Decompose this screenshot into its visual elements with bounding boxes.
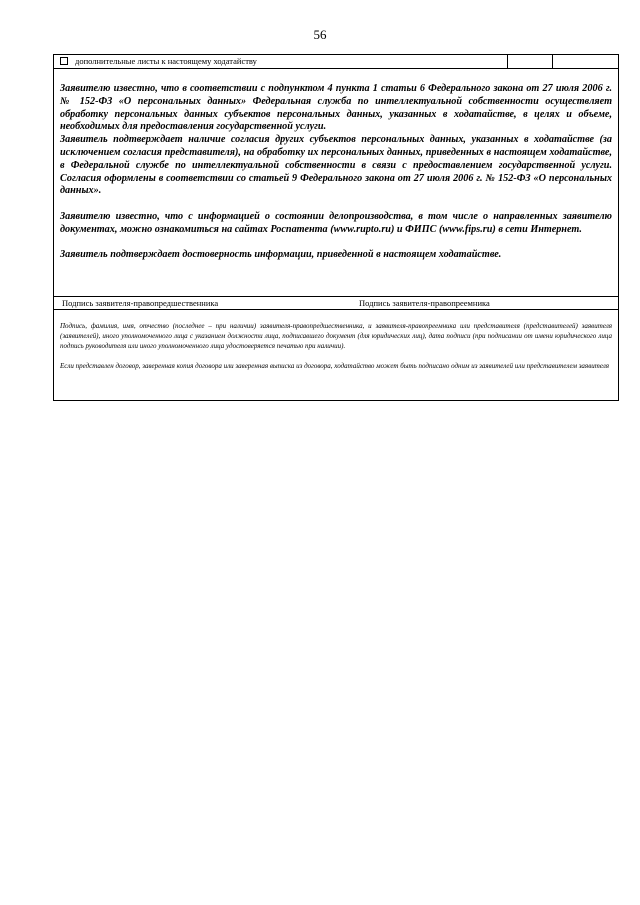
page-number: 56 <box>313 27 327 42</box>
signature-notes <box>60 321 612 371</box>
declaration-form <box>53 54 619 401</box>
extra-sheets-label: дополнительные листы к настоящему ходатайству <box>75 56 257 66</box>
extra-sheets-cell <box>54 55 508 68</box>
accuracy-confirmation-paragraph: Заявитель подтверждает достоверность информации, приведенной в настоящем ходатайстве. <box>60 249 502 261</box>
predecessor-signature-label: Подпись заявителя-правопредшественника <box>62 298 219 308</box>
contract-signing-note: Если представлен договор, заверенная копия договора или заверенная выписка из договора, ходатайство может быть подписано одним из заявителей или представителем заявителя <box>60 362 610 370</box>
extra-sheets-checkbox[interactable] <box>60 57 68 65</box>
successor-signature-label: Подпись заявителя-правопреемника <box>359 298 490 308</box>
case-status-info-paragraph: Заявителю известно, что с информацией о состоянии делопроизводства, в том числе о направленных заявителю документах, можно ознакомиться на сайтах Роспатента (www.rupto.ru) и ФИПС (www.fips.ru) в сети Интернет. <box>60 210 612 235</box>
signature-row <box>54 296 618 310</box>
declaration-text <box>60 83 612 262</box>
personal-data-processing-paragraph: Заявителю известно, что в соответствии с подпунктом 4 пункта 1 статьи 6 Федерального закона от 27 июля 2006 г. № 152-ФЗ «О персональных данных» Федеральная служба по интеллектуальной собственности осуществляет обработку персональных данных субъектов персональных данных, указанных в ходатайстве, в целях и объеме, необходимых для предоставления государственной услуги. <box>60 83 612 133</box>
extra-sheets-row <box>54 55 618 69</box>
consent-confirmation-paragraph: Заявитель подтверждает наличие согласия других субъектов персональных данных, указанных в ходатайстве (за исключением согласия представителя), на обработку их персональных данных, приведенных в настоящем ходатайстве, в Федеральной службе по интеллектуальной собственности в связи с предоставлением государственной услуги. Согласия оформлены в соответствии со статьей 9 Федерального закона от 27 июля 2006 г. № 152-ФЗ «О персональных данных». <box>60 134 612 197</box>
extra-sheets-count-cell[interactable] <box>508 55 553 68</box>
signature-requirements-note: Подпись, фамилия, имя, отчество (последнее – при наличии) заявителя-правопредшественника, и заявителя-правопреемника или представителя (представителей) заявителя (заявителей), иного уполномоченного лица с указанием должности лица, подписавшего документ (для юридических лиц), дата подписи (при подписании от имени юридического лица подпись руководителя или иного уполномоченного лица удостоверяется печатью при наличии). <box>60 322 612 350</box>
